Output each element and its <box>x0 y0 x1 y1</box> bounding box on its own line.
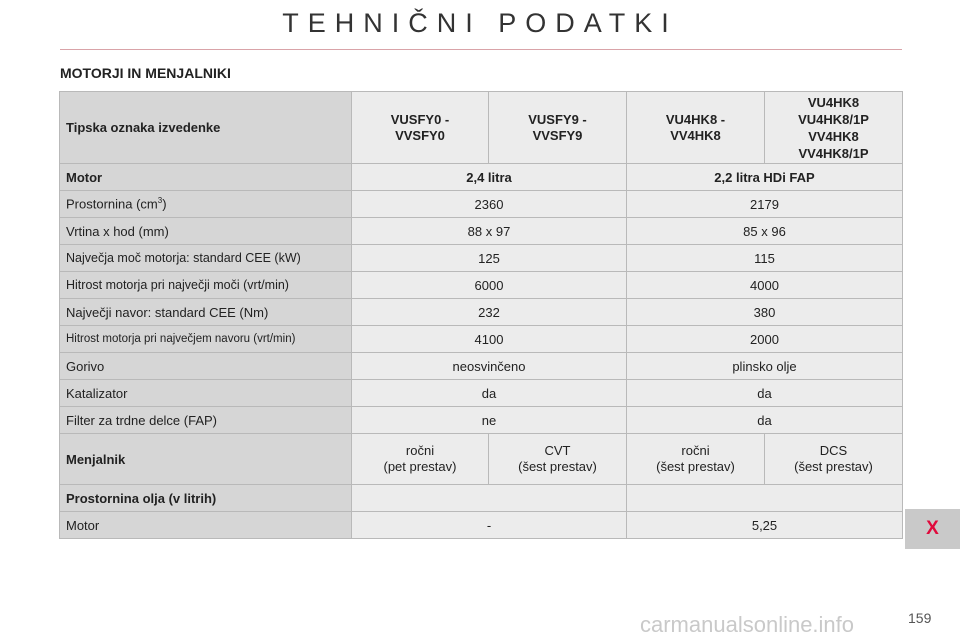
power-value-a: 125 <box>352 245 627 272</box>
torque-value-a: 232 <box>352 299 627 326</box>
table-row-displacement <box>60 191 903 218</box>
motor-value-a: 2,4 litra <box>352 164 627 191</box>
oil-motor-value-a: - <box>352 512 627 539</box>
variant-col-3: VU4HK8 - VV4HK8 <box>627 92 765 164</box>
table-row-bore <box>60 218 903 245</box>
fuel-value-a: neosvinčeno <box>352 353 627 380</box>
row-label-bore: Vrtina x hod (mm) <box>60 218 352 245</box>
displacement-value-a: 2360 <box>352 191 627 218</box>
row-label-torque: Največji navor: standard CEE (Nm) <box>60 299 352 326</box>
table-row-motor <box>60 164 903 191</box>
torque-value-b: 380 <box>627 299 903 326</box>
table-row-oil <box>60 485 903 512</box>
bore-value-a: 88 x 97 <box>352 218 627 245</box>
row-label-power: Največja moč motorja: standard CEE (kW) <box>60 245 352 272</box>
variant-col-1: VUSFY0 - VVSFY0 <box>352 92 489 164</box>
variant-col-2: VUSFY9 - VVSFY9 <box>489 92 627 164</box>
fap-value-b: da <box>627 407 903 434</box>
table-row-catalyst <box>60 380 903 407</box>
chapter-tab[interactable]: X <box>905 509 960 549</box>
table-row-gearbox <box>60 434 903 485</box>
row-label-fap: Filter za trdne delce (FAP) <box>60 407 352 434</box>
fuel-value-b: plinsko olje <box>627 353 903 380</box>
section-title: MOTORJI IN MENJALNIKI <box>60 65 231 81</box>
oil-value-b <box>627 485 903 512</box>
row-label-variant: Tipska oznaka izvedenke <box>60 92 352 164</box>
row-label-torque-rpm: Hitrost motorja pri največjem navoru (vrt/min) <box>60 326 352 353</box>
oil-motor-value-b: 5,25 <box>627 512 903 539</box>
catalyst-value-b: da <box>627 380 903 407</box>
table-row-power-rpm <box>60 272 903 299</box>
oil-value-a <box>352 485 627 512</box>
displacement-value-b: 2179 <box>627 191 903 218</box>
page-number: 159 <box>908 610 932 626</box>
power-rpm-value-a: 6000 <box>352 272 627 299</box>
motor-value-b: 2,2 litra HDi FAP <box>627 164 903 191</box>
table-row-oil-motor <box>60 512 903 539</box>
table-row-power <box>60 245 903 272</box>
fap-value-a: ne <box>352 407 627 434</box>
table-row-fuel <box>60 353 903 380</box>
row-label-motor: Motor <box>60 164 352 191</box>
power-value-b: 115 <box>627 245 903 272</box>
table-row-torque <box>60 299 903 326</box>
gearbox-value-4: DCS (šest prestav) <box>765 434 903 485</box>
row-label-displacement: Prostornina $(cm^3)$ <box>60 191 352 218</box>
gearbox-value-2: CVT (šest prestav) <box>489 434 627 485</box>
row-label-oil: Prostornina olja (v litrih) <box>60 485 352 512</box>
torque-rpm-value-b: 2000 <box>627 326 903 353</box>
row-label-fuel: Gorivo <box>60 353 352 380</box>
power-rpm-value-b: 4000 <box>627 272 903 299</box>
watermark: carmanualsonline.info <box>640 612 855 637</box>
title-divider <box>60 49 902 50</box>
row-label-gearbox: Menjalnik <box>60 434 352 485</box>
table-row-fap <box>60 407 903 434</box>
table-row-torque-rpm <box>60 326 903 353</box>
table-row-header <box>60 92 903 164</box>
catalyst-value-a: da <box>352 380 627 407</box>
row-label-oil-motor: Motor <box>60 512 352 539</box>
row-label-catalyst: Katalizator <box>60 380 352 407</box>
torque-rpm-value-a: 4100 <box>352 326 627 353</box>
variant-col-4: VU4HK8 VU4HK8/1P VV4HK8 VV4HK8/1P <box>765 92 903 164</box>
row-label-power-rpm: Hitrost motorja pri največji moči (vrt/min) <box>60 272 352 299</box>
engine-specs-table <box>59 91 903 539</box>
page-title: TEHNIČNI PODATKI <box>282 8 678 38</box>
gearbox-value-3: ročni (šest prestav) <box>627 434 765 485</box>
gearbox-value-1: ročni (pet prestav) <box>352 434 489 485</box>
bore-value-b: 85 x 96 <box>627 218 903 245</box>
